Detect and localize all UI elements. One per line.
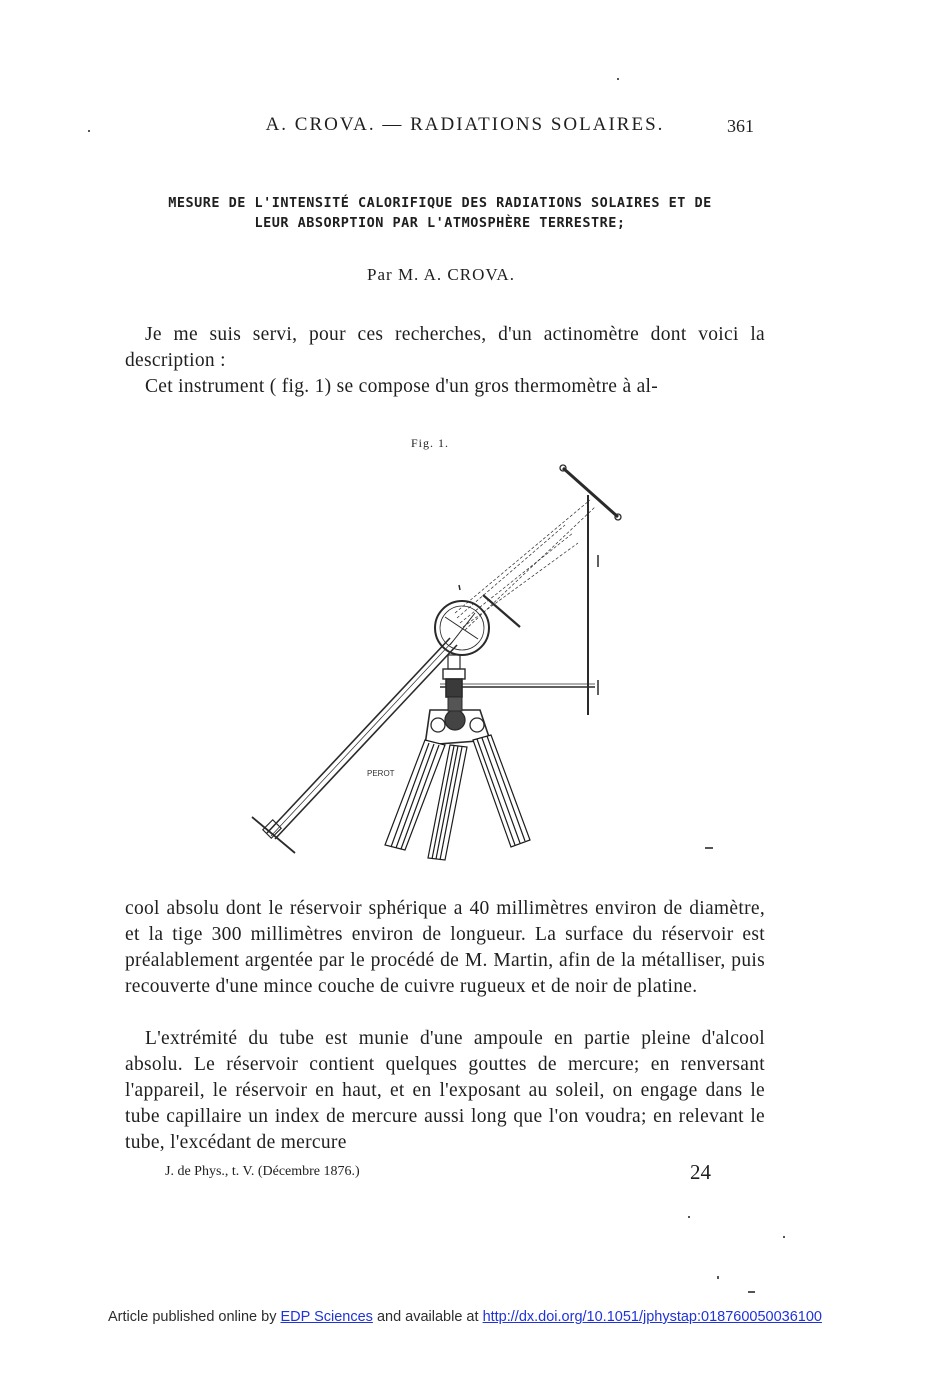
- thermometer-stem: [267, 638, 457, 839]
- sun-rays: [455, 500, 595, 630]
- scan-speck: [717, 1276, 719, 1279]
- scan-speck: [705, 847, 713, 849]
- scan-speck: [688, 1216, 690, 1218]
- doi-link[interactable]: http://dx.doi.org/10.1051/jphystap:018760050036100: [482, 1309, 822, 1325]
- scan-speck: [783, 1236, 785, 1238]
- actinometer-figure: [245, 455, 645, 869]
- tripod-legs: [385, 735, 530, 860]
- paragraph-3-text: cool absolu dont le réservoir sphérique a 40 millimètres environ de diamètre, et la tige 300 millimètres environ de longueur. La surface du réservoir est préalablement argentée par le procédé de M. Martin, afin de la métalliser, puis recouverte d'une mince couche de cuivre rugueux et de noir de platine.: [125, 898, 765, 997]
- paragraph-1-text: Je me suis servi, pour ces recherches, d'un actinomètre dont voici la description :: [125, 324, 765, 371]
- tripod-leg-right: [473, 735, 530, 847]
- running-head: A. CROVA. — RADIATIONS SOLAIRES.: [265, 114, 665, 135]
- actinometer-illustration: [245, 455, 645, 865]
- engraver-mark: PEROT: [367, 769, 395, 778]
- paragraph-2-text: Cet instrument ( fig. 1) se compose d'un gros thermomètre à al-: [145, 376, 659, 397]
- paragraph-3: [125, 896, 765, 1000]
- publication-banner: [0, 1309, 930, 1325]
- title-line-1: MESURE DE L'INTENSITÉ CALORIFIQUE DES RADIATIONS SOLAIRES ET DE: [168, 195, 712, 211]
- paragraph-2: [125, 374, 765, 400]
- article-title: [120, 193, 760, 233]
- page-number: 361: [727, 116, 754, 136]
- author-line: Par M. A. CROVA.: [367, 265, 515, 284]
- paragraph-4: [125, 1026, 765, 1156]
- banner-middle: and available at: [372, 1309, 483, 1325]
- title-line-2: LEUR ABSORPTION PAR L'ATMOSPHÈRE TERRESTRE;: [254, 215, 626, 231]
- publisher-link[interactable]: EDP Sciences: [280, 1309, 373, 1325]
- paragraph-4-text: L'extrémité du tube est munie d'une ampoule en partie pleine d'alcool absolu. Le réservoir contient quelques gouttes de mercure; en renversant l'appareil, le réservoir en haut, et en l'exposant au soleil, on engage dans le tube capillaire un index de mercure aussi long que l'on voudra; en relevant le tube, l'excédant de mercure: [125, 1028, 765, 1153]
- scan-speck: [88, 130, 90, 132]
- scan-speck: [617, 78, 619, 80]
- banner-prefix: Article published online by: [108, 1309, 281, 1325]
- upper-crossbar: [563, 468, 618, 517]
- signature-number: 24: [690, 1160, 711, 1184]
- figure-caption: Fig. 1.: [411, 436, 450, 450]
- paragraph-1: [125, 322, 765, 374]
- journal-reference: J. de Phys., t. V. (Décembre 1876.): [165, 1164, 360, 1179]
- scan-speck: [748, 1291, 755, 1293]
